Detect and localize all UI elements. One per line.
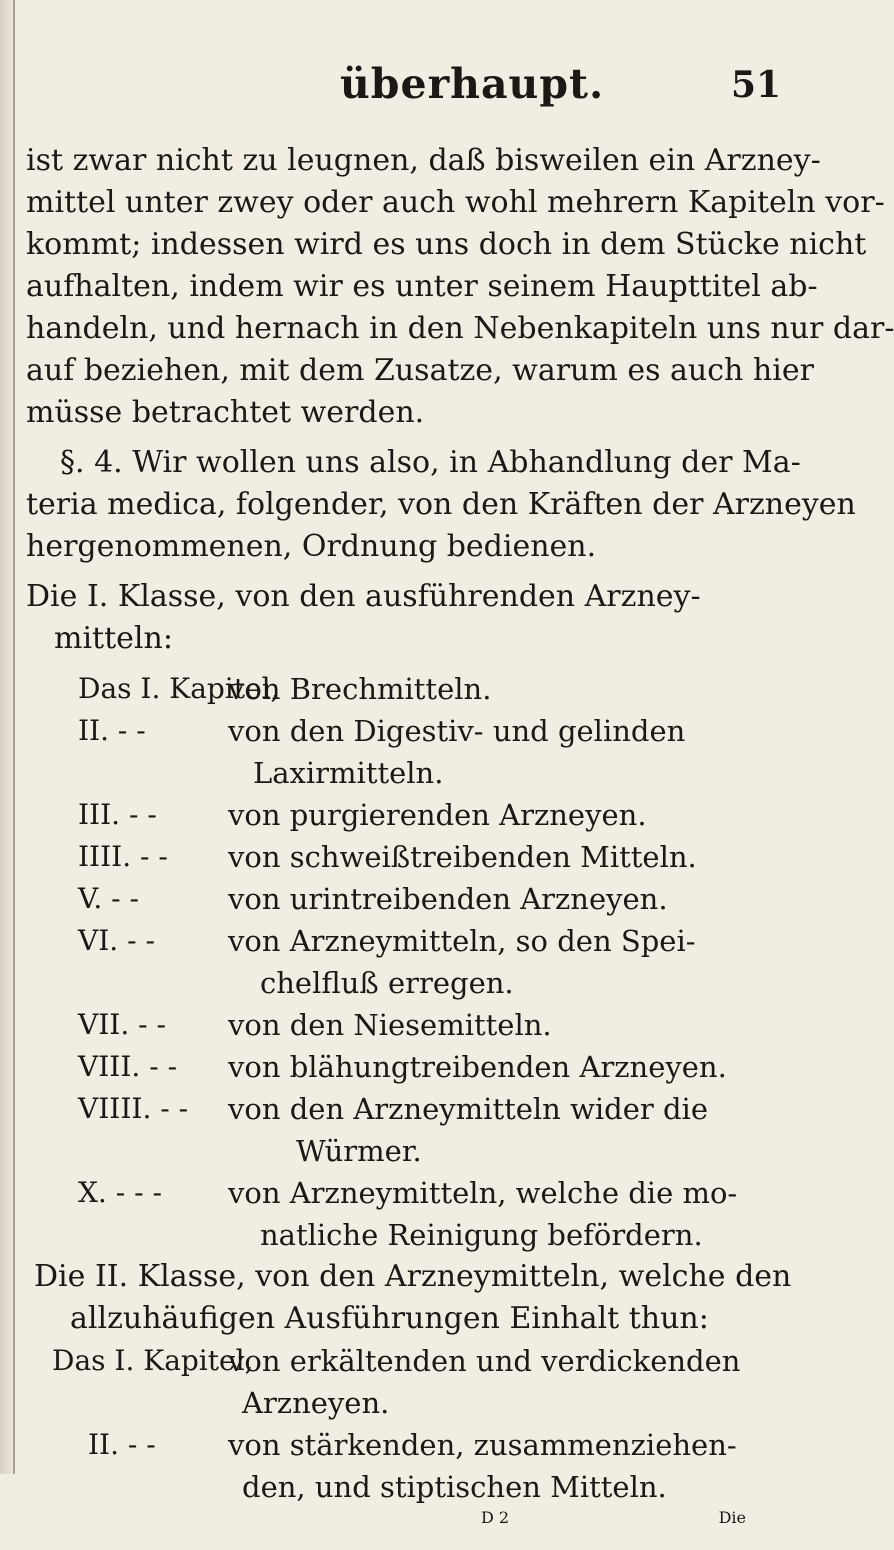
class-heading: allzuhäufigen Ausführungen Einhalt thun: [70,1301,709,1336]
list-item [78,1130,786,1172]
list-item [52,1382,786,1424]
chapter-title: Laxirmitteln. [253,756,444,790]
chapter-number: II. - - [88,1428,156,1461]
catchword: Die [718,1508,746,1527]
chapter-title: chelfluß erregen. [260,966,514,1000]
text-line: handeln, und hernach in den Nebenkapiteln uns nur dar- [26,311,894,346]
list-item [78,1172,786,1214]
list-item [52,1466,786,1508]
chapter-number: VI. - - [78,924,155,957]
text-line: hergenommenen, Ordnung bedienen. [26,529,597,564]
class-heading: Die I. Klasse, von den ausführenden Arzney- [26,579,701,614]
chapter-list [52,1340,786,1508]
text-line: müsse betrachtet werden. [26,395,425,430]
chapter-number: VIIII. - - [78,1092,189,1125]
chapter-title: von stärkenden, zusammenziehen- [228,1428,737,1462]
binding-gutter [0,0,14,1474]
list-item [78,668,786,710]
body-text [26,140,894,1550]
list-item [78,1046,786,1088]
chapter-title: von urintreibenden Arzneyen. [228,882,668,916]
chapter-title: von den Niesemitteln. [228,1008,552,1042]
list-item [52,1424,786,1466]
text-line: aufhalten, indem wir es unter seinem Haupttitel ab- [26,269,818,304]
chapter-number: V. - - [78,882,139,915]
binding-edge [13,0,15,1474]
running-head: überhaupt. [340,60,605,108]
list-item [78,962,786,1004]
chapter-title: von Brechmitteln. [228,672,492,706]
chapter-title: von blähungtreibenden Arzneyen. [228,1050,727,1084]
page-footer [26,1508,786,1550]
text-line: kommt; indessen wird es uns doch in dem Stücke nicht [26,227,867,262]
chapter-title: von den Digestiv- und gelinden [228,714,686,748]
chapter-number: Das I. Kapitel, [78,672,280,705]
chapter-title: von schweißtreibenden Mitteln. [228,840,697,874]
list-item [78,878,786,920]
chapter-number: Das I. Kapitel, [52,1344,254,1377]
class-heading: mitteln: [54,621,173,656]
list-item [78,1214,786,1256]
list-item [78,920,786,962]
paragraph-1 [26,140,894,434]
class-1-section [26,576,786,1256]
chapter-number: II. - - [78,714,146,747]
chapter-title: von erkältenden und verdickenden [228,1344,741,1378]
class-heading: Die II. Klasse, von den Arzneymitteln, welche den [34,1259,792,1294]
chapter-number: X. - - - [78,1176,162,1209]
signature-mark: D 2 [481,1508,510,1527]
list-item [78,752,786,794]
chapter-list [78,668,786,1256]
paragraph-2 [26,442,856,568]
list-item [78,1004,786,1046]
page-number: 51 [731,64,782,106]
page-header [0,60,800,120]
chapter-title: Arzneyen. [242,1386,390,1420]
chapter-number: IIII. - - [78,840,168,873]
list-item [78,1088,786,1130]
chapter-title: von Arzneymitteln, welche die mo- [228,1176,738,1210]
text-line: auf beziehen, mit dem Zusatze, warum es auch hier [26,353,814,388]
text-line: §. 4. Wir wollen uns also, in Abhandlung der Ma- [60,445,801,480]
class-2-section [26,1256,792,1550]
chapter-title: von Arzneymitteln, so den Spei- [228,924,696,958]
chapter-title: von purgierenden Arzneyen. [228,798,647,832]
text-line: teria medica, folgender, von den Kräften der Arzneyen [26,487,856,522]
chapter-title: den, und stiptischen Mitteln. [242,1470,667,1504]
text-line: mittel unter zwey oder auch wohl mehrern Kapiteln vor- [26,185,885,220]
chapter-number: VIII. - - [78,1050,178,1083]
list-item [78,836,786,878]
chapter-number: III. - - [78,798,157,831]
list-item [78,794,786,836]
chapter-title: natliche Reinigung befördern. [260,1218,703,1252]
chapter-title: Würmer. [296,1134,422,1168]
chapter-number: VII. - - [78,1008,166,1041]
list-item [52,1340,786,1382]
chapter-title: von den Arzneymitteln wider die [228,1092,708,1126]
text-line: ist zwar nicht zu leugnen, daß bisweilen ein Arzney- [26,143,821,178]
list-item [78,710,786,752]
